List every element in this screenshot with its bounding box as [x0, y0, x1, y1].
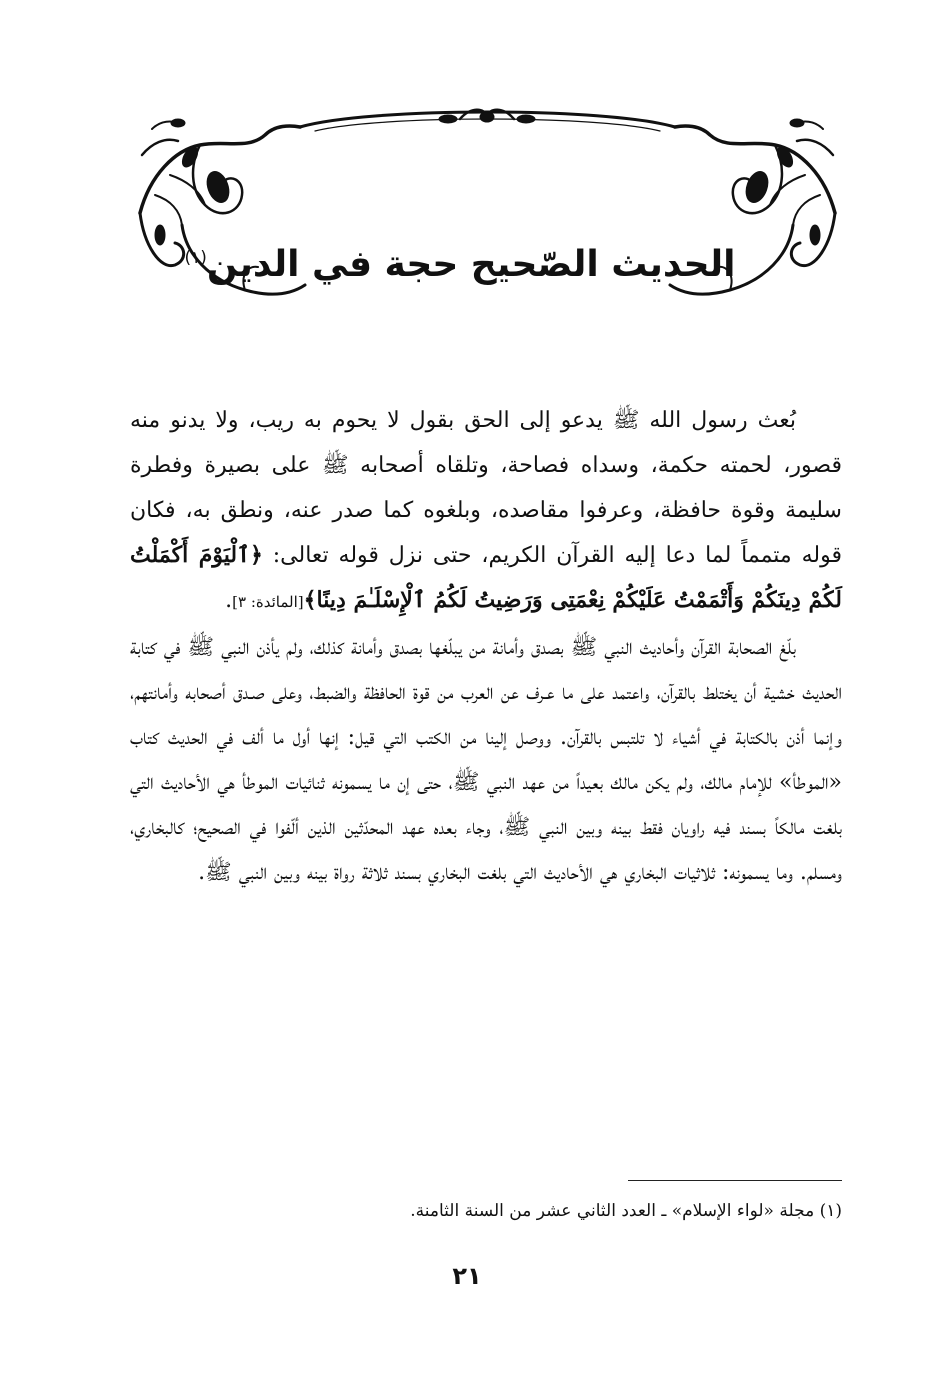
title-text: الحديث الصّحيح حجة في الدين	[206, 244, 736, 285]
quran-verse: ﴿ٱلْيَوْمَ أَكْمَلْتُ لَكُمْ دِينَكُمْ وَأَتْمَمْتُ عَلَيْكُمْ نِعْمَتِى وَرَضِيتُ لَكُمُ ٱلْإِسْلَـٰمَ دِينًا﴾	[130, 542, 842, 613]
page-title	[180, 228, 740, 295]
title-footnote-marker: (١)	[184, 248, 207, 268]
paragraph-1	[130, 398, 842, 625]
footnote: (١) مجلة «لواء الإسلام» ـ العدد الثاني عشر من السنة الثامنة.	[410, 1201, 842, 1221]
paragraph-1-end: .	[225, 588, 233, 613]
footnote-divider	[628, 1180, 842, 1181]
page-number: ٢١	[452, 1262, 482, 1290]
paragraph-2: بلّغ الصحابة القرآن وأحاديث النبي ﷺ بصدق وأمانة من يبلّغها بصدق وأمانة كذلك، ولم يأذن النبي ﷺ في كتابة الحديث خشية أن يختلط بالقرآن، واعتمد على ما عـرف عن العرب من قوة الحافظة والضبط، وعلى صـدق أصحابه وأمانتهم، وإنما أذن بالكتابة في أشياء لا تلتبس بالقرآن. ووصل إلينا من الكتب التي قيل: إنها أول ما ألف في الحديث كتاب «الموطأ» للإمام مالك، ولم يكن مالك بعيداً من عهد النبي ﷺ، حتى إن ما يسمونه ثنائيات الموطأ هي الأحاديث التي بلغت مالكاً بسند فيه راويان فقط بينه وبين النبي ﷺ، وجاء بعده عهد المحدّثين الذين ألّفوا في الصحيح؛ كالبخاري، ومسلم. وما يسمونه: ثلاثيات البخاري هي الأحاديث التي بلغت البخاري بسند ثلاثة رواة بينه وبين النبي ﷺ.	[130, 635, 842, 885]
body-text	[130, 398, 842, 895]
paragraph-1-text: بُعث رسول الله ﷺ يدعو إلى الحق بقول لا يحوم به ريب، ولا يدنو منه قصور، لحمته حكمة، وسداه فصاحة، وتلقاه أصحابه ﷺ على بصيرة وفطرة سليمة وقوة حافظة، وعرفوا مقاصده، وبلغوه كما صدر عنه، ونطق به، فكان قوله متمماً لما دعا إليه القرآن الكريم، حتى نزل قوله تعالى:	[130, 408, 842, 568]
quran-reference: [المائدة: ٣]	[232, 593, 304, 611]
